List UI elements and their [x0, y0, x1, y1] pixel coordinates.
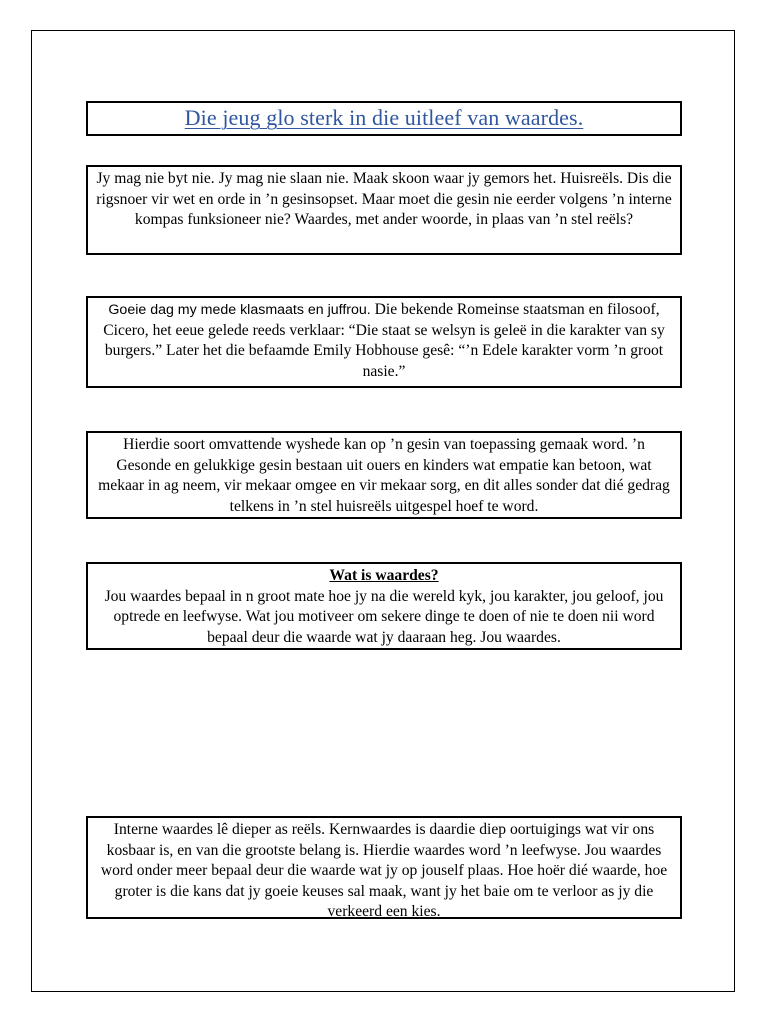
greeting-lead: Goeie dag my mede klasmaats en juffrou.	[108, 302, 371, 318]
document-title: Die jeug glo sterk in die uitleef van waardes.	[184, 105, 584, 131]
title-box	[86, 101, 682, 136]
text-box-internal-values	[86, 816, 682, 919]
section-heading: Wat is waardes?	[329, 567, 439, 584]
paragraph-wisdom: Hierdie soort omvattende wyshede kan op ’n gesin van toepassing gemaak word. ’n Gesonde en gelukkige gesin bestaan uit ouers en kinders wat empatie kan betoon, wat mekaar in ag neem, vir mekaar omgee en vir mekaar sorg, en dit alles sonder dat dié gedrag telkens in ’n stel huisreëls uitgespel hoef te word.	[98, 436, 670, 515]
greeting-rest: Die bekende Romeinse staatsman en filosoof, Cicero, het eeue gelede reeds verklaar: “Die staat se welsyn is geleë in die karakter van sy burgers.” Later het die befaamde Emily Hobhouse gesê: “’n Edele karakter vorm ’n groot nasie.”	[103, 301, 665, 380]
paragraph-greeting	[94, 300, 674, 382]
text-box-greeting	[86, 296, 682, 388]
text-box-wisdom	[86, 431, 682, 519]
paragraph-house-rules: Jy mag nie byt nie. Jy mag nie slaan nie. Maak skoon waar jy gemors het. Huisreëls. Dis die rigsnoer vir wet en orde in ’n gesinsopset. Maar moet die gesin nie eerder volgens ’n interne kompas funksioneer nie? Waardes, met ander woorde, in plaas van ’n stel reëls?	[96, 170, 672, 228]
text-box-house-rules	[86, 165, 682, 255]
paragraph-what-are-values: Jou waardes bepaal in n groot mate hoe jy na die wereld kyk, jou karakter, jou geloof, jou optrede en leefwyse. Wat jou motiveer om sekere dinge te doen of nie te doen nii word bepaal deur die waarde wat jy daaraan heg. Jou waardes.	[104, 587, 664, 646]
paragraph-internal-values: Interne waardes lê dieper as reëls. Kernwaardes is daardie diep oortuigings wat vir ons kosbaar is, en van die grootste belang is. Hierdie waardes word ’n leefwyse. Jou waardes word onder meer bepaal deur die waarde wat jy op jouself plaas. Hoe hoër dié waarde, hoe groter is die kans dat jy goeie keuses sal maak, want jy het baie om te verloor as jy die verkeerd een kies.	[100, 821, 668, 920]
text-box-what-are-values	[86, 562, 682, 650]
